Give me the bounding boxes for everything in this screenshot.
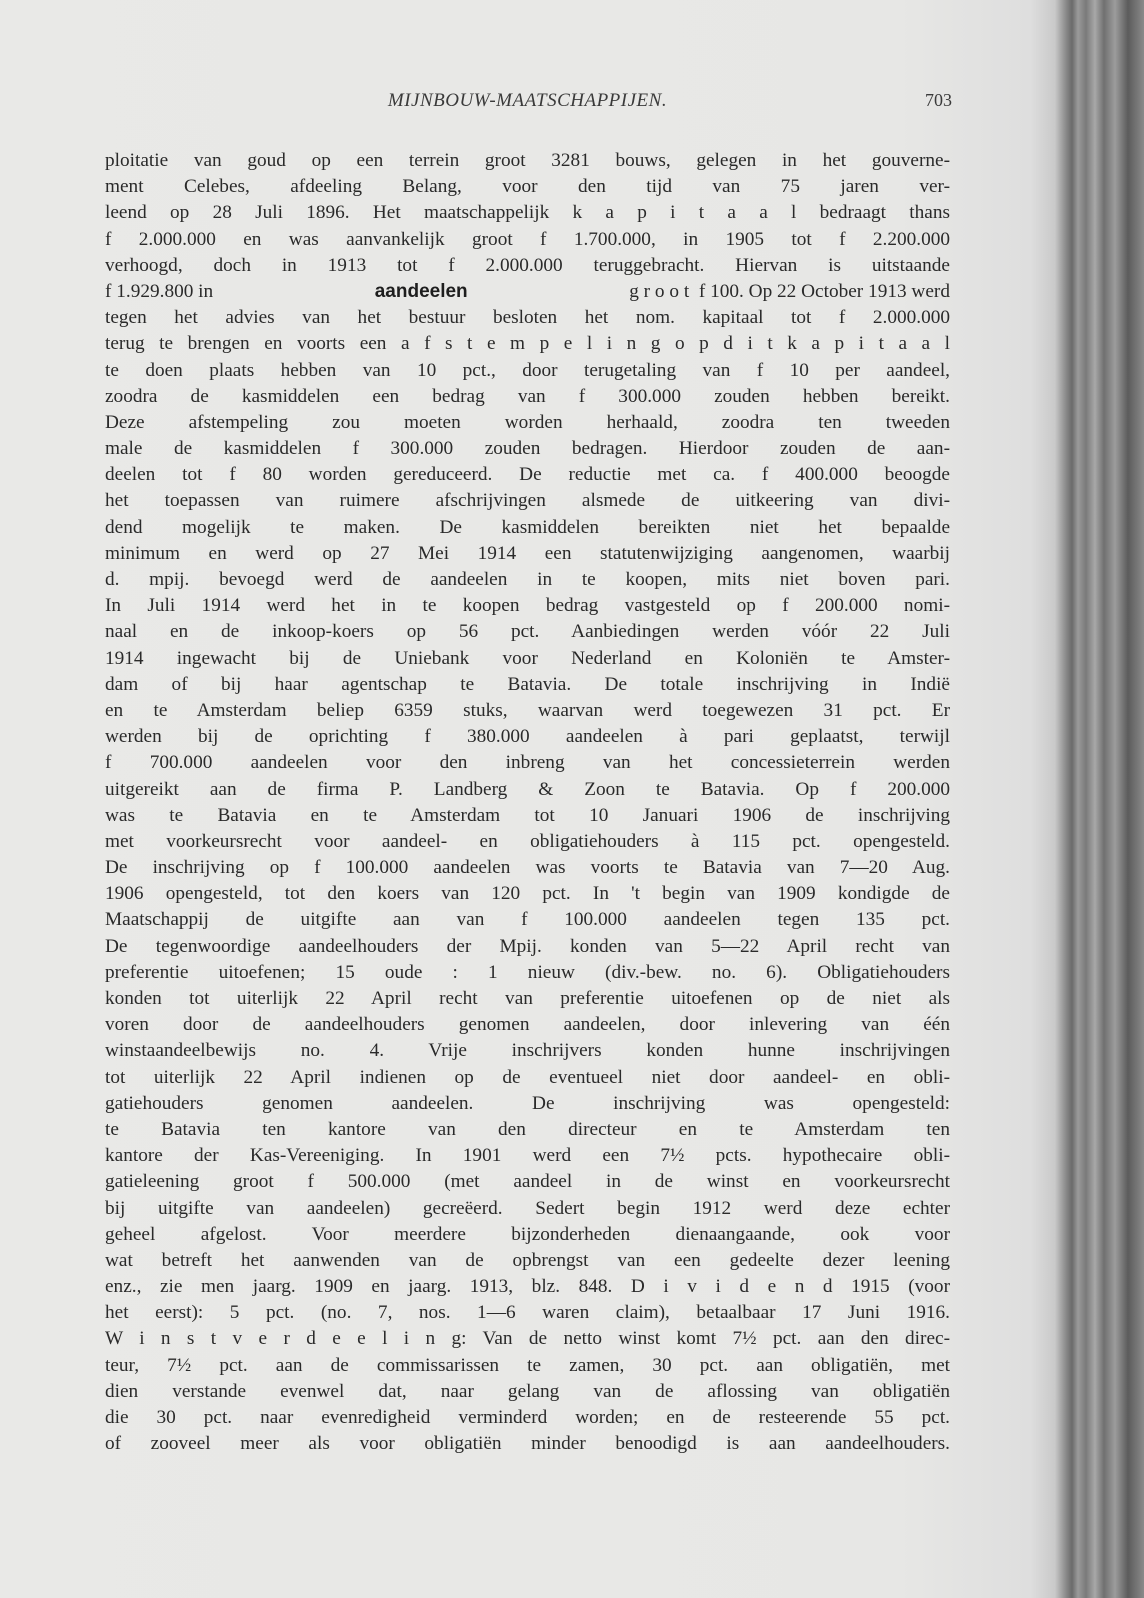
text-line: met voorkeursrecht voor aandeel- en obligatiehouders à 115 pct. opengesteld.	[105, 830, 950, 852]
text-line: dend mogelijk te maken. De kasmiddelen bereikten niet het bepaalde	[105, 516, 950, 538]
page-number: 703	[925, 90, 952, 110]
text-line: tegen het advies van het bestuur besloten het nom. kapitaal tot f 2.000.000	[105, 307, 950, 329]
text-line: het toepassen van ruimere afschrijvingen alsmede de uitkeering van divi-	[105, 490, 950, 512]
text-line: naal en de inkoop-koers op 56 pct. Aanbiedingen werden vóór 22 Juli	[105, 621, 950, 643]
text-line: f 700.000 aandeelen voor den inbreng van het concessieterrein werden	[105, 752, 950, 774]
running-title: MIJNBOUW-MAATSCHAPPIJEN.	[387, 90, 668, 111]
text-line: 1914 ingewacht bij de Uniebank voor Nederland en Koloniën te Amster-	[105, 647, 950, 669]
text-line: d. mpij. bevoegd werd de aandeelen in te koopen, mits niet boven pari.	[105, 569, 950, 590]
text-line: zoodra de kasmiddelen een bedrag van f 300.000 zouden hebben bereikt.	[105, 385, 950, 407]
text-line: gatieleening groot f 500.000 (met aandeel in de winst en voorkeursrecht	[105, 1171, 950, 1193]
text-line: het eerst): 5 pct. (no. 7, nos. 1—6 waren claim), betaalbaar 17 Juni 1916.	[105, 1302, 950, 1324]
text-line: konden tot uiterlijk 22 April recht van preferentie uitoefenen op de niet als	[105, 988, 950, 1009]
text-line: Maatschappij de uitgifte aan van f 100.000 aandeelen tegen 135 pct.	[105, 909, 950, 931]
text-line: In Juli 1914 werd het in te koopen bedrag vastgesteld op f 200.000 nomi-	[105, 595, 950, 617]
text-line: kantore der Kas-Vereeniging. In 1901 werd een 7½ pcts. hypothecaire obli-	[105, 1145, 950, 1167]
text-line: De tegenwoordige aandeelhouders der Mpij. konden van 5—22 April recht van	[105, 935, 950, 957]
text-line: 1906 opengesteld, tot den koers van 120 pct. In 't begin van 1909 kondigde de	[105, 883, 950, 905]
text-line: deelen tot f 80 worden gereduceerd. De reductie met ca. f 400.000 beoogde	[105, 464, 950, 486]
text-line	[105, 279, 950, 305]
text-line: male de kasmiddelen f 300.000 zouden bedragen. Hierdoor zouden de aan-	[105, 438, 950, 460]
text-line: te doen plaats hebben van 10 pct., door terugetaling van f 10 per aandeel,	[105, 359, 950, 381]
text-line: Deze afstempeling zou moeten worden herhaald, zoodra ten tweeden	[105, 411, 950, 433]
text-line: verhoogd, doch in 1913 tot f 2.000.000 teruggebracht. Hiervan is uitstaande	[105, 254, 950, 276]
text-line: terug te brengen en voorts een a f s t e m p e l i n g o p d i t k a p i t a a l	[105, 333, 950, 355]
text-line: of zooveel meer als voor obligatiën minder benoodigd is aan aandeelhouders.	[105, 1433, 950, 1455]
text-segment: f 1.929.800 in	[105, 280, 214, 302]
text-line: tot uiterlijk 22 April indienen op de eventueel niet door aandeel- en obli-	[105, 1066, 950, 1088]
page-header	[105, 90, 950, 116]
text-line: die 30 pct. naar evenredigheid verminderd worden; en de resteerende 55 pct.	[105, 1407, 950, 1428]
text-line: uitgereikt aan de firma P. Landberg & Zoon te Batavia. Op f 200.000	[105, 778, 950, 800]
text-line: enz., zie men jaarg. 1909 en jaarg. 1913, blz. 848. D i v i d e n d 1915 (voor	[105, 1276, 950, 1298]
body-text	[105, 148, 950, 1457]
text-line: f 2.000.000 en was aanvankelijk groot f 1.700.000, in 1905 tot f 2.200.000	[105, 228, 950, 250]
text-line: werden bij de oprichting f 380.000 aandeelen à pari geplaatst, terwijl	[105, 726, 950, 748]
bold-term: aandeelen	[374, 280, 468, 302]
text-line: bij uitgifte van aandeelen) gecreëerd. Sedert begin 1912 werd deze echter	[105, 1197, 950, 1219]
text-line: winstaandeelbewijs no. 4. Vrije inschrijvers konden hunne inschrijvingen	[105, 1040, 950, 1062]
text-line: dam of bij haar agentschap te Batavia. De totale inschrijving in Indië	[105, 673, 950, 695]
text-segment: g r o o t f 100. Op 22 October 1913 werd	[629, 280, 950, 302]
text-line: en te Amsterdam beliep 6359 stuks, waarvan werd toegewezen 31 pct. Er	[105, 699, 950, 721]
text-line: leend op 28 Juli 1896. Het maatschappelijk k a p i t a a l bedraagt thans	[105, 202, 950, 224]
text-line: wat betreft het aanwenden van de opbrengst van een gedeelte dezer leening	[105, 1249, 950, 1271]
text-line: dien verstande evenwel dat, naar gelang van de aflossing van obligatiën	[105, 1380, 950, 1402]
text-line: minimum en werd op 27 Mei 1914 een statutenwijziging aangenomen, waarbij	[105, 542, 950, 564]
text-line: preferentie uitoefenen; 15 oude : 1 nieuw (div.-bew. no. 6). Obligatiehouders	[105, 961, 950, 983]
text-line: ment Celebes, afdeeling Belang, voor den tijd van 75 jaren ver-	[105, 176, 950, 198]
text-line: W i n s t v e r d e e l i n g: Van de netto winst komt 7½ pct. aan den direc-	[105, 1328, 950, 1350]
text-line: De inschrijving op f 100.000 aandeelen was voorts te Batavia van 7—20 Aug.	[105, 857, 950, 879]
text-line: was te Batavia en te Amsterdam tot 10 Januari 1906 de inschrijving	[105, 804, 950, 826]
text-line: teur, 7½ pct. aan de commissarissen te zamen, 30 pct. aan obligatiën, met	[105, 1354, 950, 1376]
text-line: voren door de aandeelhouders genomen aandeelen, door inlevering van één	[105, 1014, 950, 1036]
text-line: te Batavia ten kantore van den directeur en te Amsterdam ten	[105, 1118, 950, 1140]
text-line: geheel afgelost. Voor meerdere bijzonderheden dienaangaande, ook voor	[105, 1223, 950, 1245]
text-line: ploitatie van goud op een terrein groot 3281 bouws, gelegen in het gouverne-	[105, 150, 950, 171]
text-line: gatiehouders genomen aandeelen. De inschrijving was opengesteld:	[105, 1092, 950, 1114]
